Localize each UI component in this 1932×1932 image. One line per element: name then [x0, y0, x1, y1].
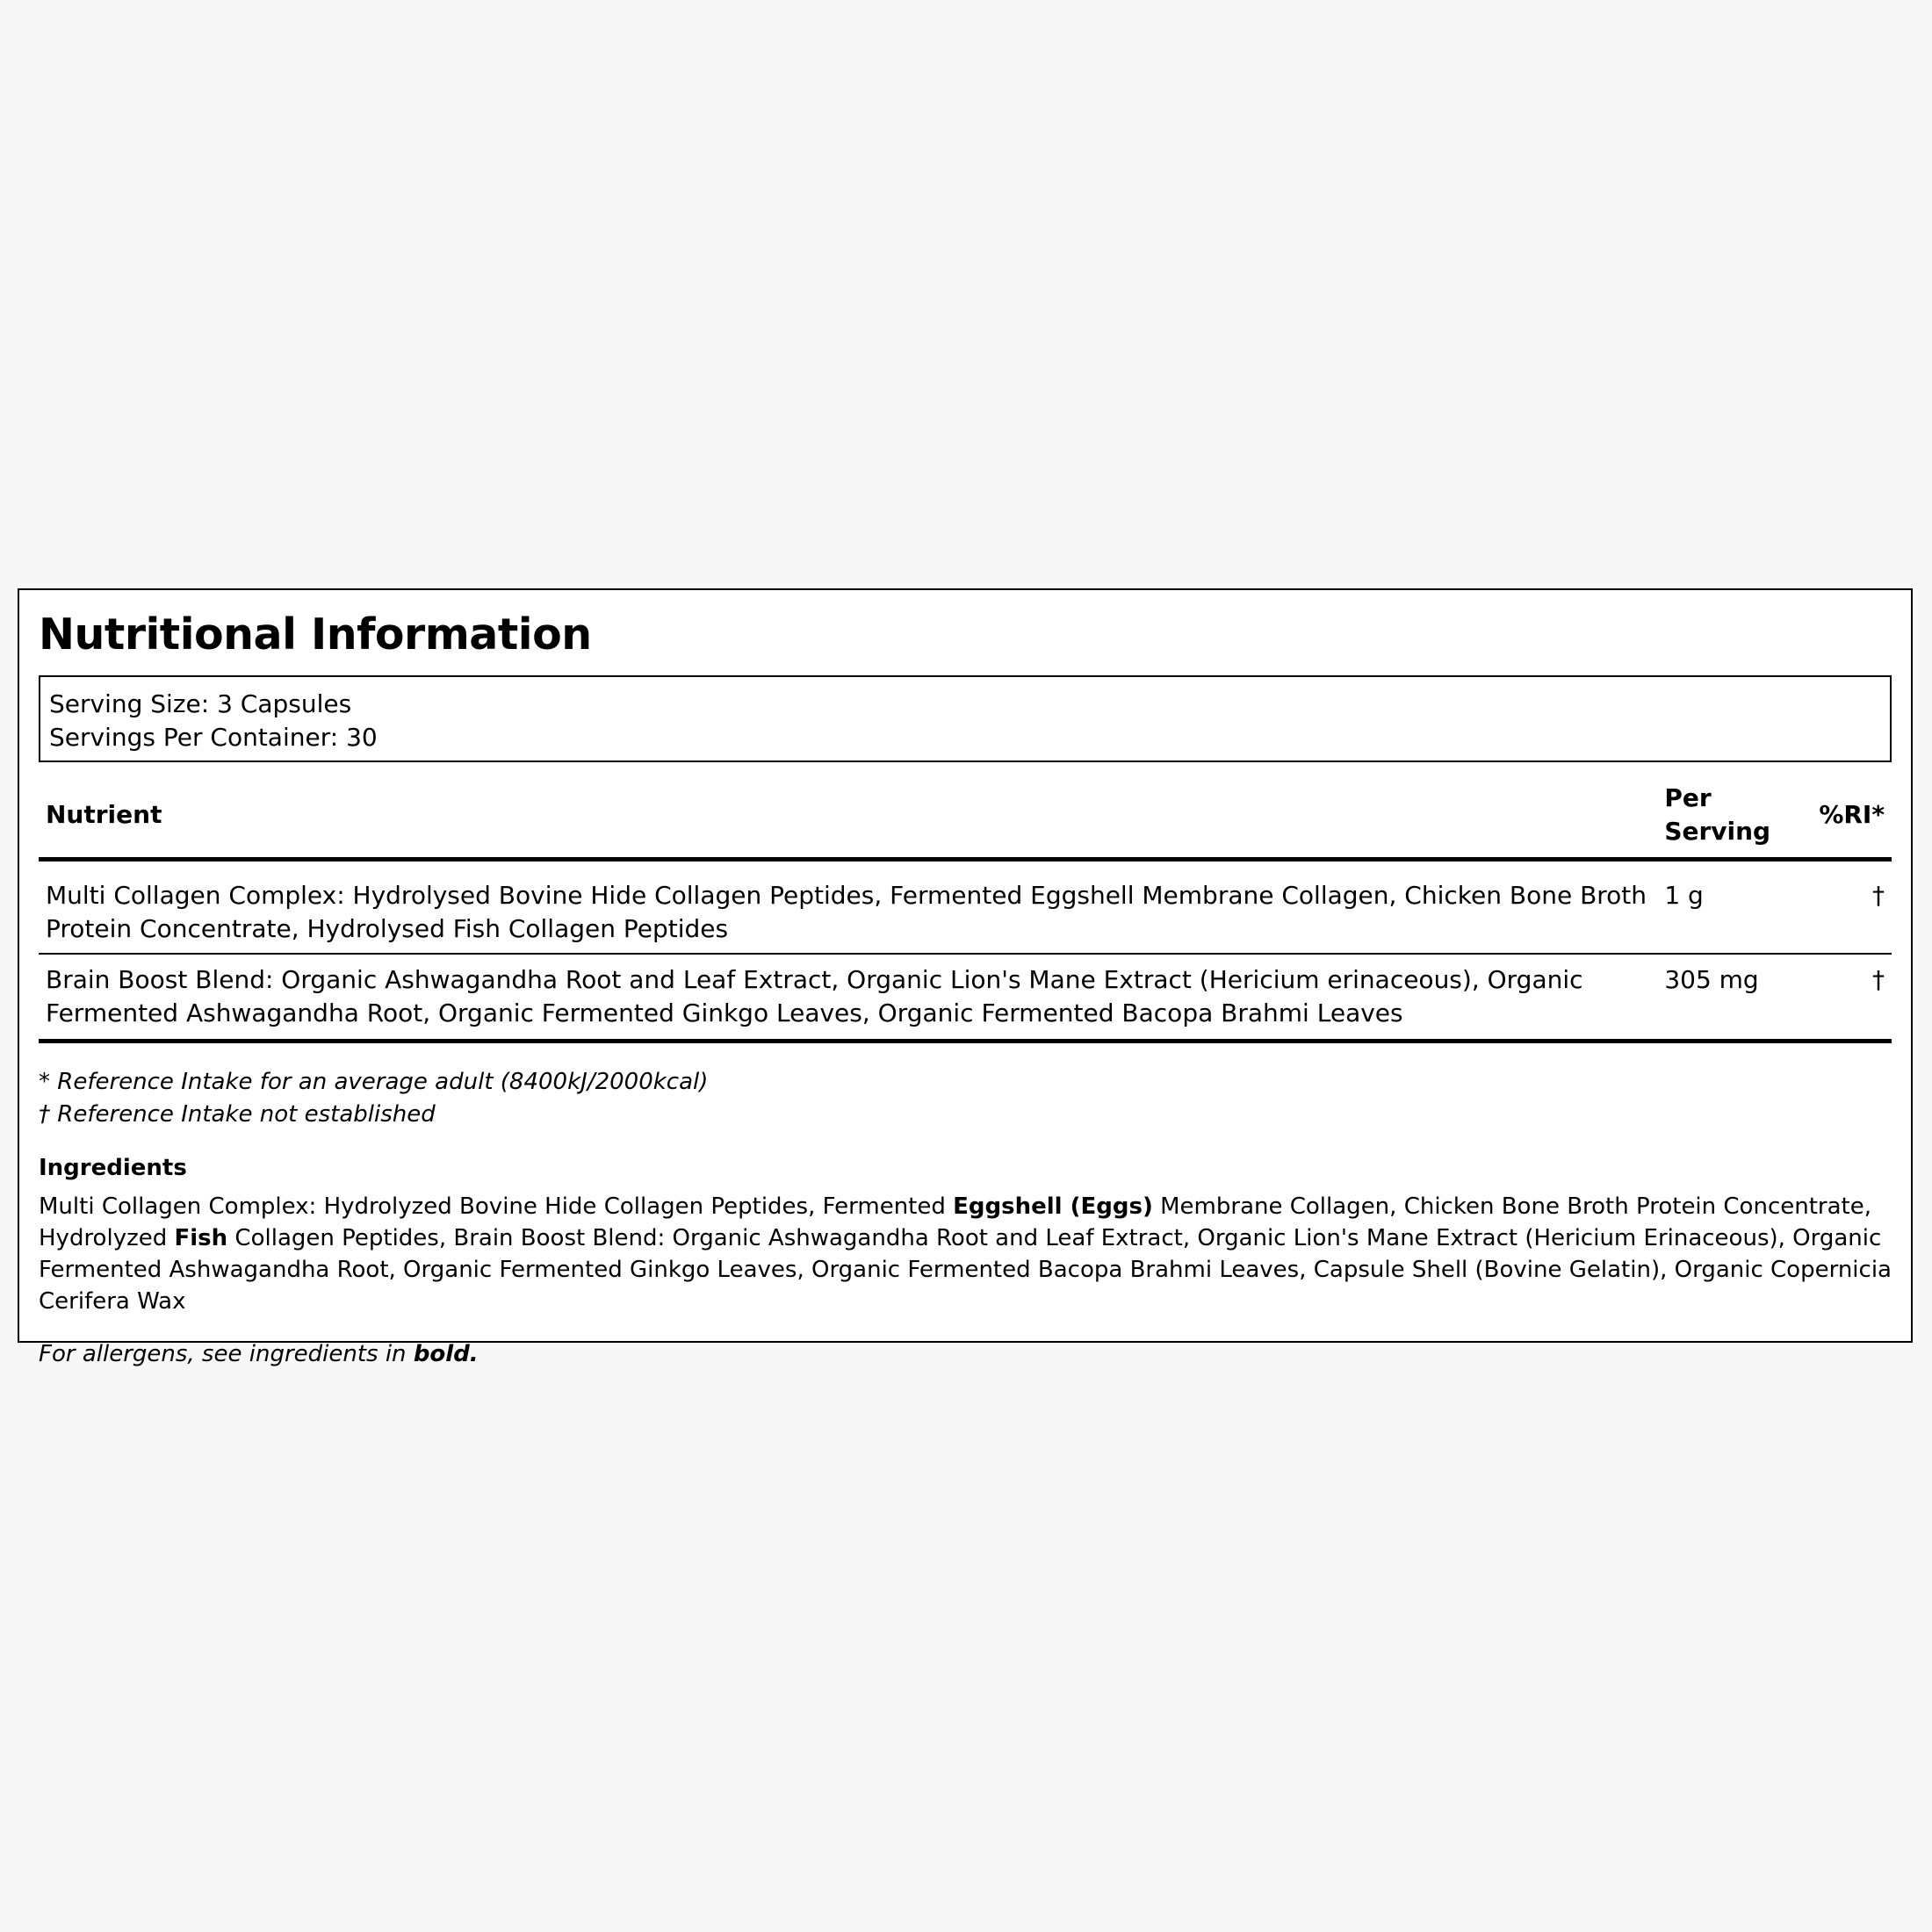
- allergen-fish: Fish: [174, 1225, 228, 1251]
- header-ri: %RI*: [1812, 782, 1892, 860]
- allergen-note-prefix: For allergens, see ingredients in: [39, 1341, 414, 1367]
- header-nutrient: Nutrient: [39, 782, 1654, 860]
- header-per-serving: Per Serving: [1654, 782, 1812, 860]
- ingredients-part: Membrane Collagen, Chicken Bone Broth Protein Concentrate, Hydrolyzed: [39, 1193, 1871, 1251]
- table-row: [39, 954, 1892, 1042]
- nutrient-table: [39, 782, 1892, 1043]
- ingredients-part: Multi Collagen Complex: Hydrolyzed Bovine Hide Collagen Peptides, Fermented: [39, 1193, 954, 1220]
- servings-per-container: Servings Per Container: 30: [49, 723, 378, 752]
- table-row: [39, 860, 1892, 955]
- nutrient-ri: †: [1812, 954, 1892, 1042]
- allergen-eggshell: Eggshell (Eggs): [953, 1193, 1153, 1220]
- serving-size: Serving Size: 3 Capsules: [49, 689, 352, 718]
- nutrient-per-serving: 305 mg: [1654, 954, 1812, 1042]
- ingredients-text: [39, 1191, 1892, 1317]
- ri-footnote: * Reference Intake for an average adult (8400kJ/2000kcal): [39, 1069, 709, 1095]
- serving-info-box: [39, 675, 1892, 762]
- table-header-row: [39, 782, 1892, 860]
- dagger-footnote: † Reference Intake not established: [39, 1101, 436, 1128]
- nutrient-name: Brain Boost Blend: Organic Ashwagandha Root and Leaf Extract, Organic Lion's Mane Extract (Hericium erinaceous), Organic Fermented Ashwagandha Root, Organic Fermented Ginkgo Leaves, Organic Fermented Bacopa Brahmi Leaves: [39, 954, 1654, 1042]
- nutrient-name: Multi Collagen Complex: Hydrolysed Bovine Hide Collagen Peptides, Fermented Eggshell Membrane Collagen, Chicken Bone Broth Protein Concentrate, Hydrolysed Fish Collagen Peptides: [39, 860, 1654, 955]
- footnotes: [39, 1066, 1892, 1131]
- nutrient-per-serving: 1 g: [1654, 860, 1812, 955]
- page-title: Nutritional Information: [39, 609, 592, 660]
- ingredients-heading: Ingredients: [39, 1155, 187, 1181]
- nutrition-label: [18, 588, 1913, 1367]
- ingredients-part: Collagen Peptides, Brain Boost Blend: Organic Ashwagandha Root and Leaf Extract, Organic Lion's Mane Extract (Hericium Erinaceous), Organic Fermented Ashwagandha Root, Organic Fermented Ginkgo Leaves, Organic Fermented Bacopa Brahmi Leaves, Capsule Shell (Bovine Gelatin), Organic Copernicia Cerifera Wax: [39, 1225, 1892, 1315]
- allergen-note: [39, 1338, 1892, 1370]
- allergen-note-bold: bold.: [413, 1341, 479, 1367]
- nutrient-ri: †: [1812, 860, 1892, 955]
